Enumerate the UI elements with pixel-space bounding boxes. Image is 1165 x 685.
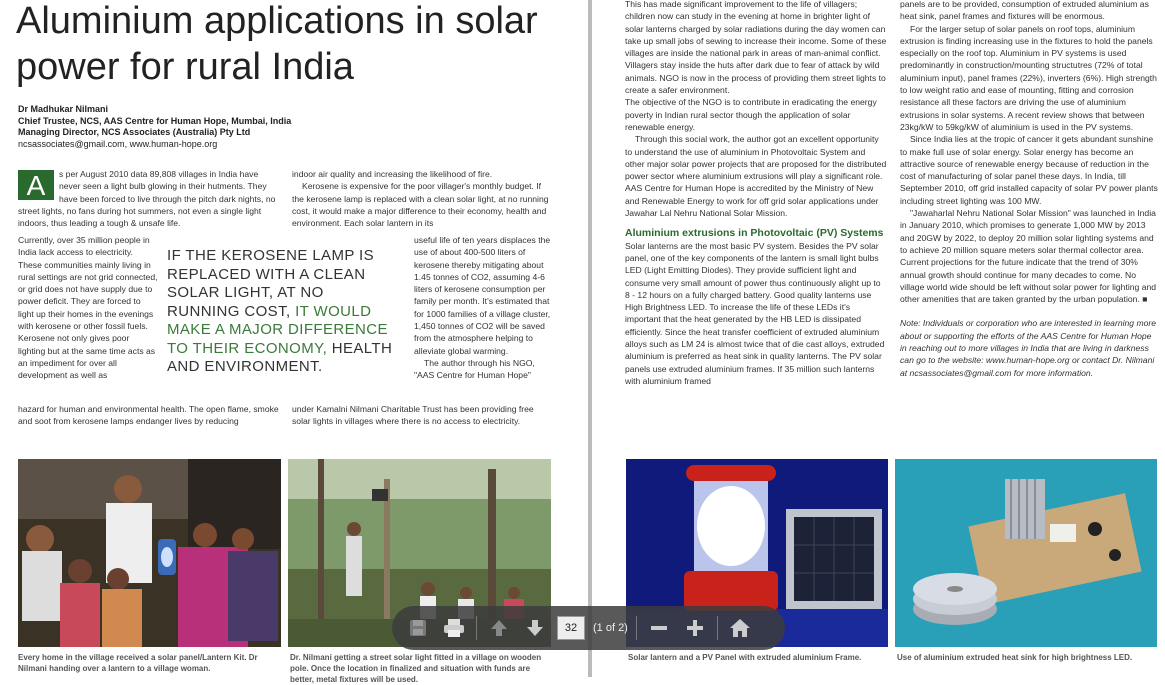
body-column-1-narrow bbox=[18, 234, 158, 382]
paragraph: Kerosene is expensive for the poor villager's monthly budget. If the kerosene lamp is replaced with a clean solar light, at no running cost, it would make a major difference to their economy, health and environment. Each solar lantern in its bbox=[292, 181, 549, 229]
zoom-out-icon[interactable] bbox=[645, 614, 673, 642]
author-role: Managing Director, NCS Associates (Australia) Pty Ltd bbox=[18, 127, 251, 137]
photo-village-lantern bbox=[18, 459, 281, 647]
photo-heat-sink bbox=[895, 459, 1157, 647]
zoom-in-icon[interactable] bbox=[681, 614, 709, 642]
author-name: Dr Madhukar Nilmani bbox=[18, 104, 109, 114]
home-icon[interactable] bbox=[726, 614, 754, 642]
save-icon[interactable] bbox=[404, 614, 432, 642]
toolbar-divider bbox=[636, 616, 637, 640]
page-number-input[interactable] bbox=[557, 616, 585, 640]
toolbar-divider bbox=[476, 616, 477, 640]
paragraph: Solar lanterns are the most basic PV system. Besides the PV solar panel, one of the key components of the lantern is small light bulbs LED (Light Emitting Diodes). They provide sufficient light and consume very small amount of power thus continuously alight up to 8 - 12 hours on a fully charged battery. Good quality lanterns use High Brightness LED. To increase the life of these LEDs it's important that the heat generated by the HB LED is dissipated efficiently. Since the heat transfer coefficient of extruded aluminium alloys such as LM 24 is almost twice that of die cast alloys, extruded aluminium is preferred as heat sink in quality lanterns. The PV solar panels use extruded aluminium frames. If 35 million such lanterns with aluminium framed bbox=[625, 240, 885, 386]
author-contact: ncsassociates@gmail.com, www.human-hope.org bbox=[18, 138, 218, 149]
body-column-3 bbox=[625, 0, 887, 387]
author-note: Note: Individuals or corporation who are interested in learning more about or supporting the efforts of the AAS Centre for Human Hope in reaching out to more villages in India that are living in darkness can go to the website: www.human-hope.org or contact Dr. Nilmani at ncsassociates@gmail.com for more information. bbox=[900, 318, 1157, 378]
next-page-icon[interactable] bbox=[521, 614, 549, 642]
viewer-toolbar bbox=[392, 606, 785, 650]
author-role: Chief Trustee, NCS, AAS Centre for Human Hope, Mumbai, India bbox=[18, 115, 292, 126]
paragraph: under Kamalni Nilmani Charitable Trust has been providing free solar lights in villages where there is no access to electricity. bbox=[292, 404, 534, 427]
paragraph: This has made significant improvement to the life of villagers; children now can study in the evening at home in brighter light of solar lanterns charged by solar radiations during the day women can take up small jobs of sewing to increase their income. Some of these villages are inside the national park in areas of man-animal conflict. Villagers stay inside the huts after dark due to fear of attack by wild animals. NGO is now in the process of providing them street lights to create a safer environment. bbox=[625, 0, 887, 96]
paragraph: Currently, over 35 million people in India lack access to electricity. These communities mainly living in rural settings are not grid connected, or grid does not have supply due to power deficit. They are forced to light up their homes in the evenings with kerosene or other fossil fuels. Kerosene not only gives poor lighting but at the same time acts as an impediment for over all development as well as bbox=[18, 235, 158, 381]
prev-page-icon[interactable] bbox=[485, 614, 513, 642]
print-icon[interactable] bbox=[440, 614, 468, 642]
author-block bbox=[18, 104, 291, 150]
caption-photo-4: Use of aluminium extruded heat sink for high brightness LED. bbox=[897, 653, 1133, 662]
article-title: Aluminium applications in solar power for rural India bbox=[16, 0, 538, 88]
body-column-1-wide bbox=[18, 403, 280, 428]
paragraph: Since India lies at the tropic of cancer it gets abundant sunshine to make full use of solar energy. Solar energy has become an attractive source of renewable energy because of reduction in the cost of manufacturing of solar panel these days. In India, till September 2010, off grid installed capacity of solar PV power plants including street lighting was 100 MW. bbox=[900, 134, 1158, 206]
body-column-2-narrow bbox=[414, 234, 554, 382]
page-count: (1 of 2) bbox=[593, 622, 628, 634]
paragraph: useful life of ten years displaces the use of about 400-500 liters of kerosene thereby mitigating about 1.45 tonnes of CO2, assuming 4-6 liters of kerosene consumption per family per month. It's estimated that for 1000 families of a village cluster, 1,450 tonnes of CO2 will be saved from the atmosphere helping to alleviate global warming. bbox=[414, 235, 551, 356]
caption-photo-1: Every home in the village received a solar panel/Lantern Kit. Dr Nilmani handing over a lantern to a village woman. bbox=[18, 653, 258, 673]
paragraph: indoor air quality and increasing the likelihood of fire. bbox=[292, 169, 493, 179]
paragraph: hazard for human and environmental health. The open flame, smoke and soot from kerosene lamps endanger lives by reducing bbox=[18, 404, 279, 427]
paragraph: For the larger setup of solar panels on roof tops, aluminium extrusion is finding increasing use in the fixtures to hold the panels especially on the roof top. Aluminium in PV systems is used predominantly in construction/mounting structutres (72% of total aluminium input), panel frames (22%), inverters (6%). High strength to low weight ratio and ease of mounting, fitting and corrosion resistance all these factors are driving the use of aluminium extrusions in solar systems. A recent review shows that between 23kg/kW to 59kg/kW of aluminium is used in the PV systems. bbox=[900, 23, 1157, 132]
caption-photo-2: Dr. Nilmani getting a street solar light fitted in a village on wooden pole. Once the location in finalized and situation with funds are better, metal fixtures will be used. bbox=[290, 653, 542, 684]
paragraph: The author through his NGO, "AAS Centre for Human Hope" bbox=[414, 357, 535, 381]
drop-cap: A bbox=[18, 170, 54, 200]
body-column-2-top bbox=[292, 168, 554, 229]
intro-paragraph: A s per August 2010 data 89,808 villages in India have never seen a light bulb glowing in their hutments. They have been forced to live through the pitch dark nights, no street lights, no fans during hot summers, not even a single light indoors, thus leading a tough & unsafe life. bbox=[18, 169, 276, 229]
body-column-2-wide bbox=[292, 403, 554, 428]
body-column-1 bbox=[18, 168, 276, 229]
caption-photo-3: Solar lantern and a PV Panel with extruded aluminium Frame. bbox=[628, 653, 862, 662]
paragraph: "Jawaharlal Nehru National Solar Mission" was launched in India in January 2010, which promises to generate 1,000 MW by 2013 and 20GW by 2022, to deploy 20 million solar lighting systems and to achieve 20 million square meters solar thermal collector area. Current projections for the future indicate that the trend of 30% annual growth should continue for many decades to come. No village world wide should be left without solar power for lighting and other amenities that are taken granted by the urban population. ■ bbox=[900, 208, 1157, 305]
right-page bbox=[592, 0, 1165, 677]
pull-quote: IF THE KEROSENE LAMP IS REPLACED WITH A CLEAN SOLAR LIGHT, AT NO RUNNING COST, IT WOULD MAKE A MAJOR DIFFERENCE TO THEIR ECONOMY, HEALTH AND ENVIRONMENT. bbox=[167, 247, 393, 375]
section-subhead: Aluminium extrusions in Photovoltaic (PV) Systems bbox=[625, 227, 884, 240]
paragraph: The objective of the NGO is to contribute in eradicating the energy poverty in Indian rural sector though the application of solar renewable energy. bbox=[625, 97, 877, 132]
paragraph: Through this social work, the author got an excellent opportunity to understand the use of aluminium in Photovoltaic System and other major solar power projects that are proposed for the distributed power sector where aluminium extrusions will play a significant role. AAS Centre for Human Hope is accredited by the Ministry of New and Renewable Energy to work for off grid solar applications under Jawahar Lal Nehru National Solar Mission. bbox=[625, 134, 887, 219]
body-column-4 bbox=[900, 0, 1160, 379]
paragraph: panels are to be provided, consumption of extruded aluminium as heat sink, panel frames and fixtures will be enormous. bbox=[900, 0, 1149, 22]
toolbar-divider bbox=[717, 616, 718, 640]
